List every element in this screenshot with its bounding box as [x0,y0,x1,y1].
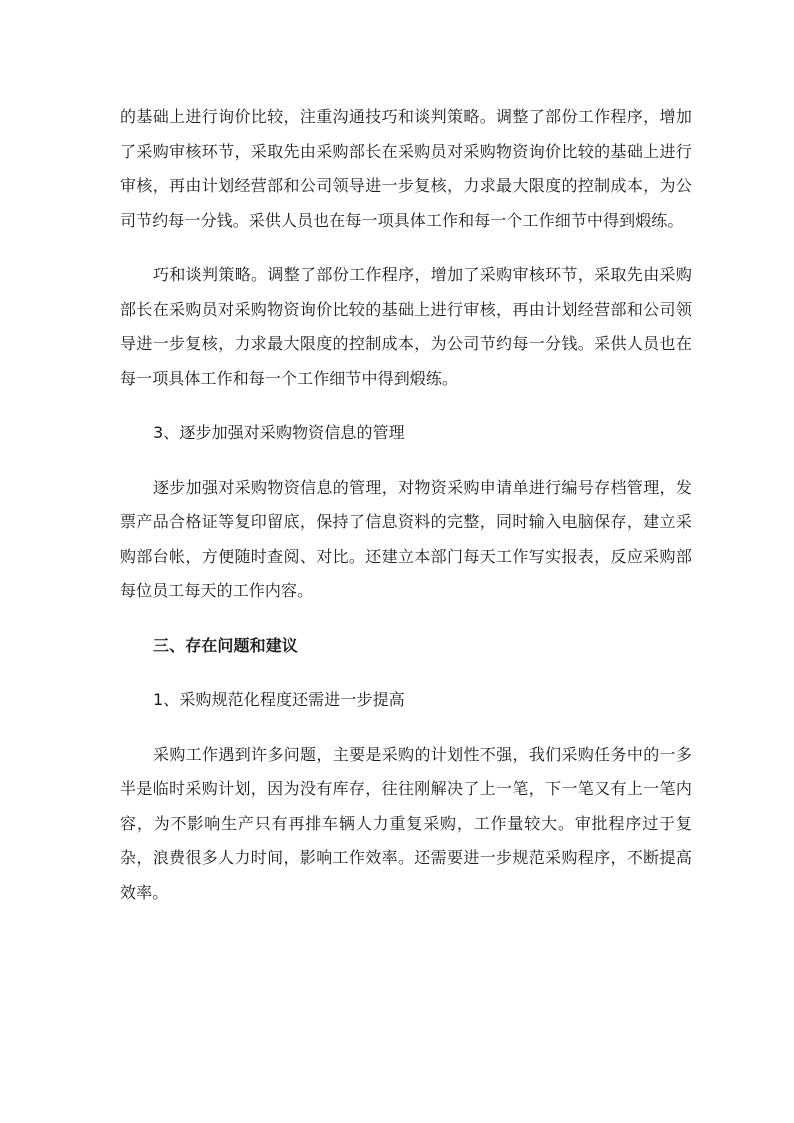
subheading-material-info-management: 3、逐步加强对采购物资信息的管理 [153,423,405,442]
paragraph-standardization-issues: 采购工作遇到许多问题，主要是采购的计划性不强，我们采购任务中的一多半是临时采购计划，因为没有库存，往往刚解决了上一笔，下一笔又有上一笔内容，为不影响生产只有再排车辆人力重复采购，工作量较大。审批程序过于复杂，浪费很多人力时间，影响工作效率。还需要进一步规范采购程序，不断提高效率。 [120,744,692,902]
paragraph-procurement-negotiation-continued: 的基础上进行询价比较，注重沟通技巧和谈判策略。调整了部份工作程序，增加了采购审核环节，采取先由采购部长在采购员对采购物资询价比较的基础上进行审核，再由计划经营部和公司领导进一步复核，力求最大限度的控制成本，为公司节约每一分钱。采供人员也在每一项具体工作和每一个工作细节中得到煅练。 [120,107,692,230]
subheading-standardization: 1、采购规范化程度还需进一步提高 [153,690,405,709]
document-page [120,100,692,910]
paragraph-material-info-management: 逐步加强对采购物资信息的管理，对物资采购申请单进行编号存档管理，发票产品合格证等复印留底，保持了信息资料的完整，同时输入电脑保存，建立采购部台帐，方便随时查阅、对比。还建立本部门每天工作写实报表，反应采购部每位员工每天的工作内容。 [120,477,692,600]
section-heading-problems-suggestions: 三、存在问题和建议 [153,635,298,655]
paragraph-procurement-review: 巧和谈判策略。调整了部份工作程序，增加了采购审核环节，采取先由采购部长在采购员对采购物资询价比较的基础上进行审核，再由计划经营部和公司领导进一步复核，力求最大限度的控制成本，为公司节约每一分钱。采供人员也在每一项具体工作和每一个工作细节中得到煅练。 [120,265,692,388]
